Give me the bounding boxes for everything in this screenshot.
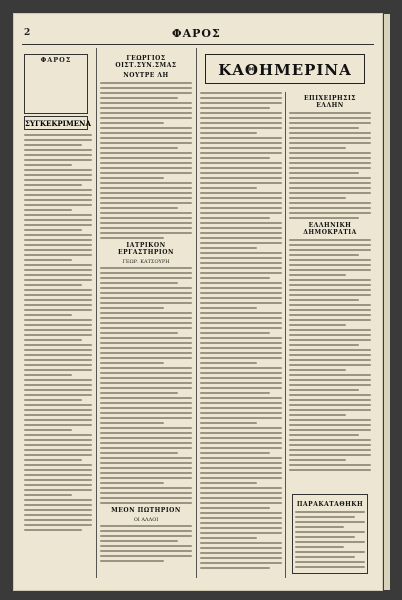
middle-section2-headline: ΙΑΤΡΙΚΟΝ ΕΡΓΑΣΤΗΡΙΟΝ — [118, 242, 174, 256]
running-title: ΦΑΡΟΣ — [172, 27, 221, 40]
middle-bottom-sub: ΟΙ ΑΛΛΟΙ — [133, 517, 159, 523]
middle-section2-sub: ΓΕΩΡ. ΚΑΤΣΟΥΡΗ — [122, 259, 170, 265]
left-box-title: ΦΑΡΟΣ — [40, 56, 72, 64]
middle-top-headline: ΓΕΩΡΓΙΟΣ ΟΙΣΤ.ΣΥΝ.ΣΜΑΣ — [115, 55, 177, 69]
right-headline: ΕΠΙΧΕΙΡΗΣΙΣ ΕΛΛΗΝ — [303, 95, 357, 109]
middle-bottom-headline: ΜΕΟΝ ΠΩΤΗΡΙΟΝ — [111, 507, 181, 514]
right-subheadline: ΕΛΛΗΝΙΚΗ ΔΗΜΟΚΡΑΤΙΑ — [303, 222, 357, 236]
advertisement-box — [292, 494, 368, 574]
page-edge — [384, 14, 390, 590]
page-number: 2 — [24, 28, 31, 38]
left-banner: ΣΥΓΚΕΚΡΙΜΕΝΑ — [24, 116, 88, 130]
center-right-column — [200, 92, 282, 572]
column-divider — [96, 48, 97, 578]
running-header — [22, 28, 374, 42]
right-column — [289, 92, 371, 474]
middle-top-subheadline: ΝΟΥΤΡΕ ΛΗ — [123, 72, 169, 79]
middle-column — [100, 52, 192, 565]
masthead: ΚΑΘΗΜΕΡΙΝΑ — [205, 54, 365, 84]
column-divider — [285, 92, 286, 578]
advertisement-title: ΠΑΡΑΚΑΤΑΘΗΚΗ — [296, 501, 364, 508]
left-header-box — [24, 54, 88, 114]
left-column-text — [24, 134, 92, 534]
header-rule — [22, 44, 374, 45]
column-divider — [196, 48, 197, 578]
